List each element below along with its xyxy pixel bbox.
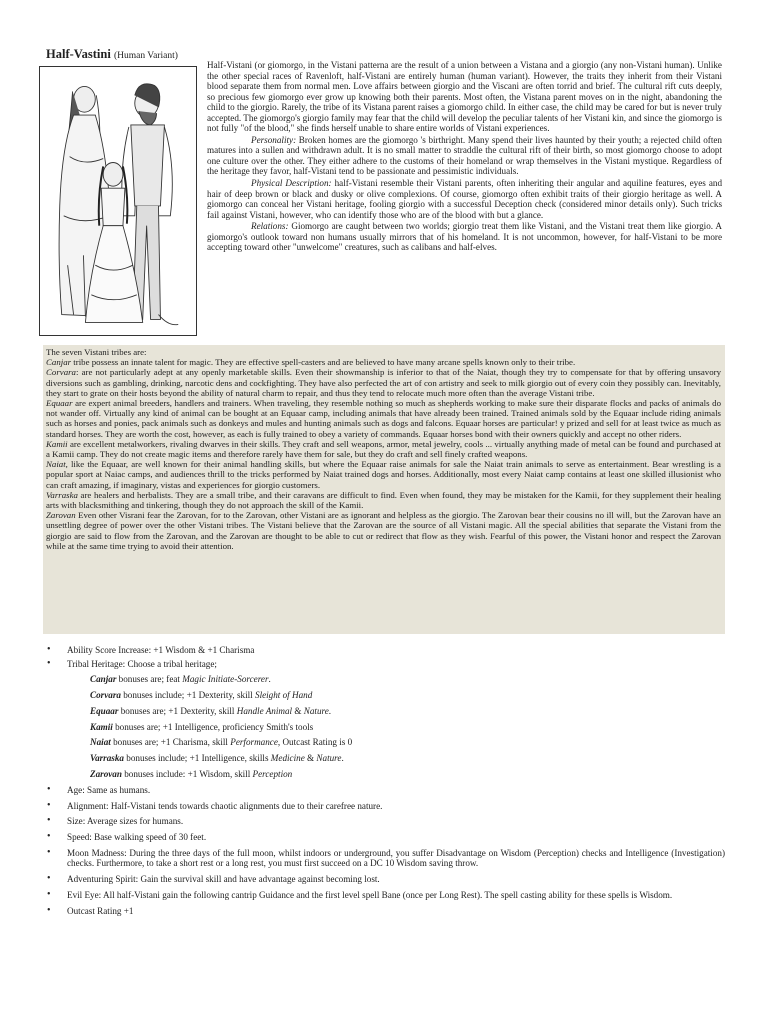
heritage-text: bonuses include; +1 Dexterity, skill	[120, 689, 255, 700]
list-item	[47, 906, 725, 917]
heritage-item	[90, 769, 725, 780]
heritage-name: Kamii	[90, 721, 113, 732]
heritage-skill: Nature	[303, 705, 329, 716]
tribe-name: Varraska	[46, 489, 78, 500]
title-sub: (Human Variant)	[113, 51, 178, 61]
list-item	[47, 645, 725, 656]
relations-label: Relations:	[251, 221, 289, 232]
heritage-name: Naiat	[90, 737, 111, 748]
bullet-icon: •	[47, 904, 51, 916]
heritage-skill: Sleight of Hand	[255, 689, 313, 700]
list-item	[47, 659, 725, 780]
tribe-name: Kamii	[46, 438, 68, 449]
heritage-name: Equaar	[90, 705, 119, 716]
trait-size: Size: Average sizes for humans.	[67, 816, 184, 827]
heritage-text: &	[292, 705, 304, 716]
heritage-name: Corvara	[90, 689, 121, 700]
tribe-entry	[46, 510, 721, 551]
trait-adventuring-spirit: Adventuring Spirit: Gain the survival skill and have advantage against becoming lost.	[67, 874, 380, 885]
tribe-text: : are not particularly adept at any openly marketable skills. Even their showmanship is inferior to that of the Naiat, though they try to compensate for that by offering unsavory diversions such as gambling, drinking, narcotic dens and cockfighting. They have also perfected the art of con artistry and seek to milk giorgio out of every coin they possibly can. Inevitably, they start to grate on their hosts beyond the ability of natural charm to repair, and thus they tend to relocate much more often than the average Vistani tribe.	[46, 367, 721, 398]
traits-list	[47, 645, 725, 922]
list-item	[47, 890, 725, 901]
relations-paragraph	[207, 221, 722, 253]
tribe-text: , like the Equaar, are well known for their animal handling skills, but where the Equaar raise animals for sale the Naiat train animals to serve as entertainment. Bear wrestling is a popular sport at Naiac camps, and audiences thrill to the tricks performed by Naiat trained dogs and horses. Additionally, most every Naiat camp contains at least one skilled illusionist who can craft amazing, if imaginary, vistas and experiences for giorgio customers.	[46, 459, 721, 490]
tribe-text: Even other Visrani fear the Zarovan, for to the Zarovan, other Vistani are as ignorant and helpless as the giorgio. The Zarovan bear their cousins no ill will, but the Zarovan have an unsettling degree of power over the other Vistani tribes. The Vistani believe that the Zarovan are the source of all Vistani magic. All the special abilities that separate the Vistani from the giorgio are said to flow from the Zarovan, and the Zarovan are thought to be able to cut or redirect that flow as they wish. Fearful of this power, the Vistani honor and respect the Zarovan while at the same time trying to avoid their attention.	[46, 510, 721, 551]
heritage-text: bonuses are; +1 Dexterity, skill	[118, 705, 237, 716]
physical-label: Physical Description:	[251, 178, 332, 189]
heritage-item	[90, 722, 725, 733]
tribe-text: are expert animal breeders, handlers and trainers. When traveling, they resemble nothing so much as shepherds working to make sure their disparate flocks and packs of animals do not wander off. Virtually any kind of animal can be bought at an Equaar camp, including animals that have already been trained. Trained animals sold by the Equaar include riding animals such as horses and ponies, pack animals such as donkeys and mules and hunting animals such as dogs and falcons. Equaar horses are particular! y prized and sell for at least twice as much as standard horses. They are worth the cost, however, as each is fully trained to obey a variety of commands. Equaar horses bond with their owners quickly and accept no other riders.	[46, 398, 721, 439]
tribe-name: Naiat	[46, 459, 66, 470]
personality-label: Personality:	[251, 134, 297, 145]
bullet-icon: •	[47, 831, 51, 843]
tribe-entry	[46, 367, 721, 398]
heritage-text: .	[328, 705, 332, 716]
trait-asi: Ability Score Increase: +1 Wisdom & +1 Charisma	[67, 645, 255, 655]
heritage-name: Varraska	[90, 753, 124, 764]
heritage-text: bonuses are; +1 Intelligence, proficiency Smith's tools	[112, 721, 314, 732]
page-title	[46, 47, 178, 62]
tribe-name: Zarovan	[46, 510, 76, 521]
heritage-text: bonuses include: +1 Wisdom, skill	[121, 768, 253, 779]
three-figures-illustration-icon	[40, 67, 196, 335]
heritage-text: .	[268, 674, 271, 685]
list-item	[47, 816, 725, 827]
intro-paragraph: Half-Vistani (or giomorgo, in the Vistani patterna are the result of a union between a Vistana and a giorgio (any non-Vistani human). Unlike the other special races of Ravenloft, half-Vistani are entirely human (human variant). However, the traits they inherit from their Vistani blood separate them from normal men. Love affairs between giorgio and the Viscani are often torrid and brief. The cultural rift cuts deeply, so precious few giomorgo ever grow up knowing both their parents. Most often, the Vistana parent moves on in the night, abandoning the child to the giorgio. Rarely, the tribe of its Vistana parent raises a giomorgo child. In either case, the child may be cared for but is never truly accepted. The giomorgo's giorgio family may fear that the child will develop the peculiar talents of her Vistani kin, and since the giomorgo is not fully "of the blood," she finds herself unable to share entire worlds of Vistani experiences.	[207, 60, 722, 134]
heritage-name: Canjar	[90, 674, 117, 685]
relations-text: Giomorgo are caught between two worlds; giorgio treat them like Vistani, and the Vistani treat them like giorgio. A giomorgo's outlook toward non humans usually mirrors that of his homeland. It is not uncommon, however, for half-Vistani to be more accepting toward other "unwelcome" creatures, such as calibans and half-elves.	[207, 221, 722, 253]
tribe-entry	[46, 357, 721, 367]
tribes-box	[43, 345, 725, 634]
tribe-text: are excellent metalworkers, rivaling dwarves in their skills. They craft and sell weapons, armor, metal jewelry, cools ... virtually anything made of metal can be found and purchased at a Kamii camp. They do not create magic items and therefore rarely have them for sale, but they do craft and sell finely crafted weapons.	[46, 438, 721, 460]
bullet-icon: •	[47, 657, 51, 669]
heritage-skill: Performance	[230, 737, 278, 748]
heritage-skill: Medicine	[270, 753, 305, 764]
tribe-text: tribe possess an innate talent for magic. They are effective spell-casters and are believed to have many arcane spells known only to their tribe.	[71, 357, 576, 368]
heritage-text: .	[341, 753, 344, 764]
physical-paragraph	[207, 178, 722, 220]
heritage-item	[90, 753, 725, 764]
trait-alignment: Alignment: Half-Vistani tends towards chaotic alignments due to their carefree nature.	[67, 800, 383, 811]
personality-paragraph	[207, 135, 722, 177]
tribe-name: Canjar	[46, 357, 72, 368]
trait-heritage-intro: Tribal Heritage: Choose a tribal heritage;	[67, 658, 217, 669]
list-item	[47, 874, 725, 885]
tribe-entry	[46, 398, 721, 439]
trait-speed: Speed: Base walking speed of 30 feet.	[67, 832, 207, 843]
intro-text	[207, 60, 722, 253]
tribe-name: Corvara	[46, 367, 76, 378]
tribe-entry	[46, 459, 721, 490]
heritage-skill: Perception	[252, 768, 293, 779]
bullet-icon: •	[47, 783, 51, 795]
heritage-item	[90, 690, 725, 701]
heritage-name: Zarovan	[90, 768, 122, 779]
heritage-skill: Handle Animal	[236, 705, 293, 716]
list-item	[47, 801, 725, 812]
bullet-icon: •	[47, 799, 51, 811]
tribe-name: Equaar	[46, 398, 73, 409]
trait-moon-madness: Moon Madness: During the three days of the full moon, whilst indoors or underground, you suffer Disadvantage on Wisdom (Perception) checks and Intelligence (Investigation) checks. Furthermore, to take a short rest or a long rest, you must first succeed on a DC 10 Wisdom saving throw.	[67, 847, 725, 869]
tribe-entry	[46, 439, 721, 459]
physical-text: half-Vistani resemble their Vistani parents, often inheriting their angular and aquiline features, eyes and hair of deep brown or black and dusky or olive complexions. Of course, giomorgo often exhibit traits of their giorgio heritage as well. A giomorgo can conceal her Vistani heritage, fooling giorgio with a successful Deception check (considered minor details only). Such tricks fail against Vistani, however, who can identify those who are of the blood with but a glance.	[207, 178, 723, 220]
heritage-list	[67, 674, 725, 779]
heritage-text: , Outcast Rating is 0	[277, 737, 353, 748]
heritage-item	[90, 737, 725, 748]
heritage-text: bonuses include; +1 Intelligence, skills	[123, 753, 271, 764]
trait-evil-eye: Evil Eye: All half-Vistani gain the following cantrip Guidance and the first level spell Bane (once per Long Rest). The spell casting ability for these spells is Wisdom.	[67, 890, 673, 901]
heritage-item	[90, 706, 725, 717]
list-item	[47, 832, 725, 843]
bullet-icon: •	[47, 889, 51, 901]
list-item	[47, 848, 725, 869]
list-item	[47, 785, 725, 796]
bullet-icon: •	[47, 873, 51, 885]
heritage-skill: Nature	[316, 753, 342, 764]
heritage-item	[90, 674, 725, 685]
title-main: Half-Vastini	[46, 47, 111, 61]
heritage-text: bonuses are; feat	[116, 674, 183, 685]
personality-text: Broken homes are the giomorgo 's birthright. Many spend their lives haunted by their youth; a rejected child often matures into a sullen and withdrawn adult. It is no small matter to straddle the cultural rift of their birth, so most giomorgo choose to adopt one culture over the other. They either adhere to the customs of their homeland or wrap themselves in the Vistani mystique. Regardless of the heritage they favor, half-Vistani tend to be passionate and pessimistic individuals.	[207, 134, 722, 177]
three-figures-illustration	[39, 66, 197, 336]
trait-outcast: Outcast Rating +1	[67, 905, 134, 916]
heritage-skill: Magic Initiate-Sorcerer	[182, 674, 269, 685]
tribes-heading: The seven Vistani tribes are:	[46, 347, 147, 357]
bullet-icon: •	[47, 846, 51, 858]
bullet-icon: •	[47, 815, 51, 827]
tribe-entry	[46, 490, 721, 510]
heritage-text: &	[304, 753, 317, 764]
heritage-text: bonuses are; +1 Charisma, skill	[110, 737, 231, 748]
bullet-icon: •	[47, 644, 51, 655]
trait-age: Age: Same as humans.	[67, 784, 151, 795]
tribe-text: are healers and herbalists. They are a small tribe, and their caravans are difficult to find. Even when found, they may be mistaken for the Kamii, for they supplement their healing arts with blacksmithing and tinkering, though they do not approach the skill of the Kamii.	[46, 489, 721, 511]
